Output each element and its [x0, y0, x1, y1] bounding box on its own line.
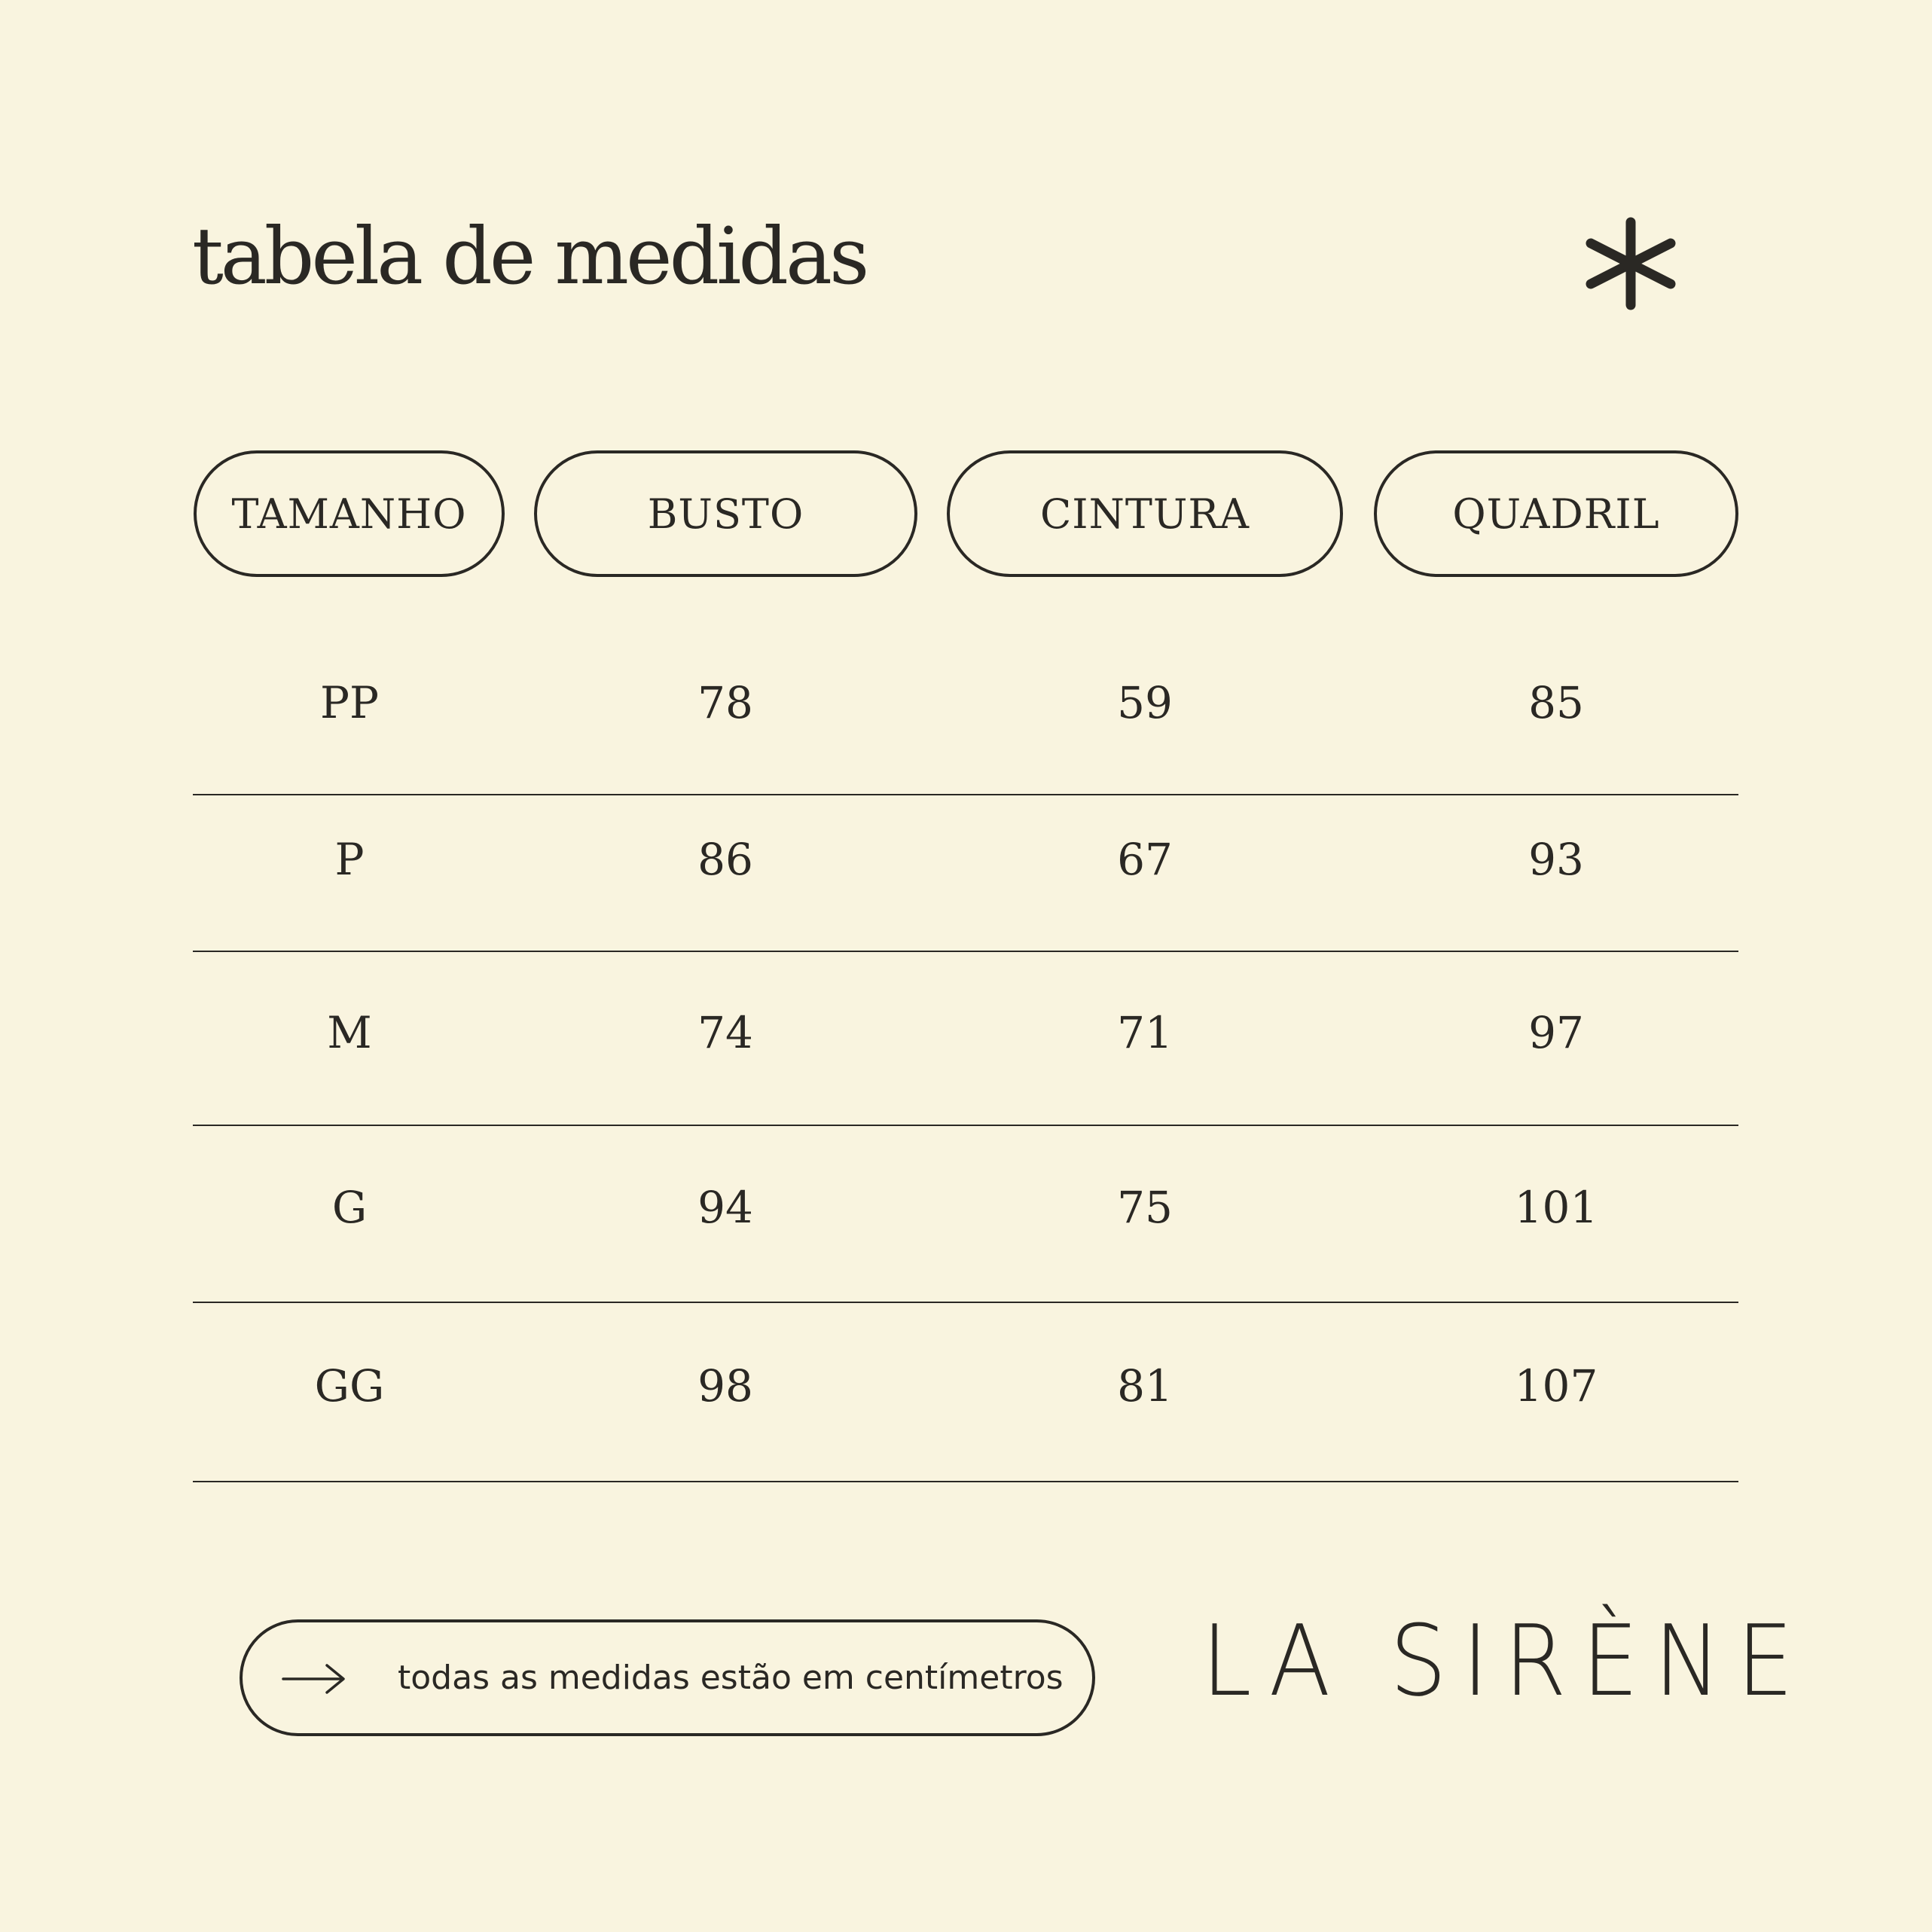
row-divider	[193, 1481, 1738, 1482]
cell-busto: 74	[697, 1007, 753, 1058]
cell-busto: 94	[697, 1182, 753, 1233]
row-divider	[193, 794, 1738, 795]
cell-size: M	[327, 1007, 372, 1058]
cell-quadril: 93	[1528, 834, 1584, 885]
cell-busto: 78	[697, 677, 753, 728]
asterisk-icon	[1582, 215, 1680, 313]
header-tamanho: TAMANHO	[194, 450, 505, 577]
cell-busto: 86	[697, 834, 753, 885]
cell-quadril: 101	[1514, 1182, 1598, 1233]
cell-cintura: 67	[1117, 834, 1173, 885]
cell-size: PP	[319, 677, 380, 728]
row-divider	[193, 1125, 1738, 1126]
header-cintura: CINTURA	[947, 450, 1343, 577]
header-busto: BUSTO	[534, 450, 917, 577]
cell-cintura: 71	[1117, 1007, 1173, 1058]
brand-logo: LA SIRÈNE	[1201, 1604, 1809, 1718]
units-note-text: todas as medidas estão em centímetros	[398, 1659, 1064, 1697]
cell-cintura: 75	[1117, 1182, 1173, 1233]
units-note	[240, 1619, 1095, 1736]
cell-busto: 98	[697, 1360, 753, 1412]
cell-quadril: 85	[1528, 677, 1584, 728]
page-title: tabela de medidas	[192, 210, 867, 302]
row-divider	[193, 951, 1738, 952]
header-quadril: QUADRIL	[1374, 450, 1738, 577]
cell-quadril: 107	[1514, 1360, 1598, 1412]
cell-cintura: 59	[1117, 677, 1173, 728]
cell-size: GG	[314, 1360, 385, 1412]
cell-quadril: 97	[1528, 1007, 1584, 1058]
cell-size: P	[334, 834, 365, 885]
cell-cintura: 81	[1117, 1360, 1173, 1412]
row-divider	[193, 1302, 1738, 1303]
arrow-right-icon	[280, 1656, 348, 1702]
cell-size: G	[331, 1182, 368, 1233]
